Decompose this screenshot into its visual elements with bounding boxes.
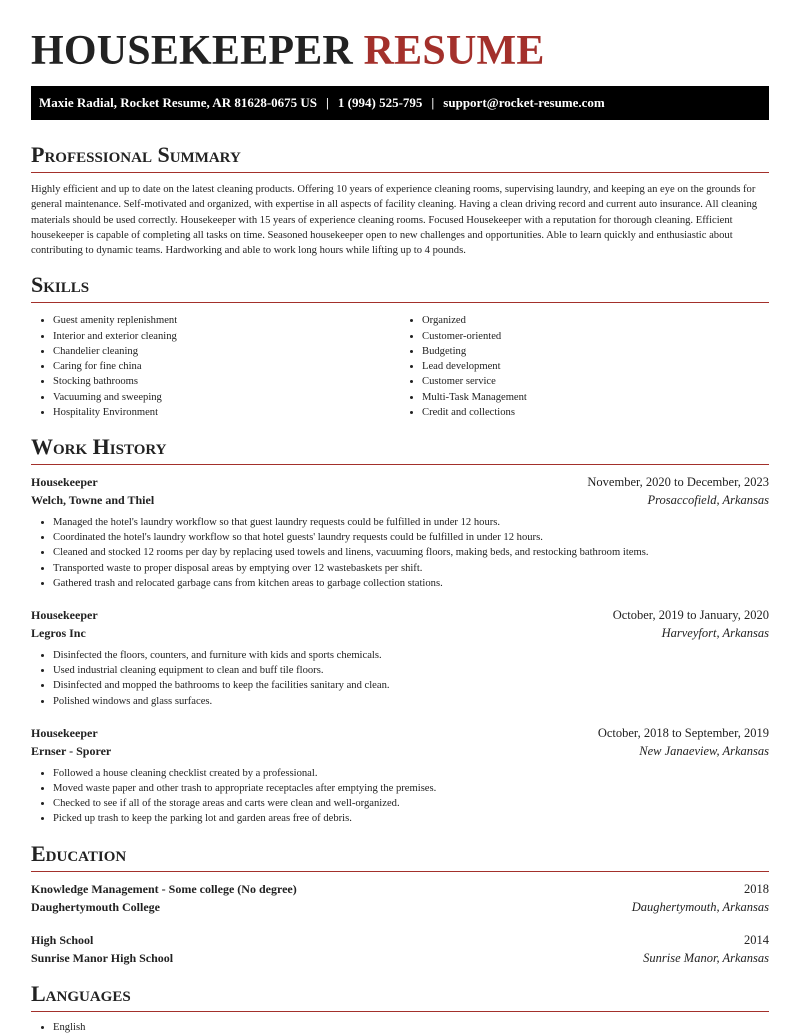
contact-address: Maxie Radial, Rocket Resume, AR 81628-0675 US	[39, 95, 318, 110]
languages-list	[31, 1020, 769, 1035]
work-history-heading: Work History	[31, 434, 769, 465]
work-history-list	[31, 473, 769, 827]
job-entry	[31, 724, 769, 827]
job-duties-list	[31, 766, 769, 827]
job-company-row	[31, 624, 769, 642]
job-duty-item: • Transported waste to proper disposal areas by emptying over 12 wastebaskets per shift.	[53, 561, 769, 576]
skill-item: • Caring for fine china	[53, 359, 400, 374]
job-location: Harveyfort, Arkansas	[661, 625, 769, 640]
job-duty-item: • Used industrial cleaning equipment to clean and buff tile floors.	[53, 663, 769, 678]
skill-item: • Stocking bathrooms	[53, 374, 400, 389]
title-word-resume: RESUME	[363, 28, 545, 74]
skills-heading: Skills	[31, 272, 769, 303]
contact-phone[interactable]: 1 (994) 525-795	[337, 95, 423, 110]
education-school-row	[31, 949, 769, 967]
job-entry	[31, 473, 769, 591]
title-word-housekeeper: HOUSEKEEPER	[31, 28, 353, 74]
education-school: Daughertymouth College	[31, 899, 160, 914]
job-company: Legros Inc	[31, 625, 86, 640]
job-header-row	[31, 473, 769, 491]
job-dates: November, 2020 to December, 2023	[587, 474, 769, 489]
education-degree-row	[31, 931, 769, 949]
job-header-row	[31, 724, 769, 742]
job-duty-item: • Moved waste paper and other trash to appropriate receptacles after emptying the premises.	[53, 781, 769, 796]
skill-item: • Guest amenity replenishment	[53, 313, 400, 328]
education-location: Daughertymouth, Arkansas	[631, 899, 769, 914]
education-school: Sunrise Manor High School	[31, 950, 174, 965]
job-location: Prosaccofield, Arkansas	[647, 492, 769, 507]
job-duty-item: • Gathered trash and relocated garbage cans from kitchen areas to garbage collection stations.	[53, 576, 769, 591]
skill-item: • Customer service	[422, 374, 769, 389]
contact-bar	[31, 86, 769, 120]
job-duties-list	[31, 515, 769, 591]
job-company-row	[31, 742, 769, 760]
skill-item: • Lead development	[422, 359, 769, 374]
summary-text: Highly efficient and up to date on the latest cleaning products. Offering 10 years of experience cleaning rooms, supervising laundry, and keeping an eye on the grounds for general maintenance. Self-motivated and organized, with expertise in all aspects of facility cleaning. Having a clean driving record and current auto insurance. All cleaning materials should be used correctly. Housekeeper with 15 years of experience cleaning rooms. Focused Housekeeper with a reputation for thorough cleaning. Efficient housekeeper is capable of completing all tasks on time. Seasoned housekeeper open to new challenges and opportunities. Able to learn quickly and enthusiastic about contributing to dynamic teams. Hardworking and able to work long hours while lifting up to 4 pounds.	[31, 184, 758, 257]
job-duty-item: • Disinfected the floors, counters, and furniture with kids and sports chemicals.	[53, 648, 769, 663]
skill-item: • Credit and collections	[422, 405, 769, 420]
contact-email[interactable]: support@rocket-resume.com	[443, 95, 605, 110]
job-title: Housekeeper	[31, 474, 98, 489]
contact-separator: |	[326, 95, 329, 110]
skill-item: • Vacuuming and sweeping	[53, 390, 400, 405]
education-degree: Knowledge Management - Some college (No degree)	[31, 881, 297, 896]
job-dates: October, 2018 to September, 2019	[597, 725, 769, 740]
skills-list	[31, 313, 769, 419]
education-list	[31, 880, 769, 967]
languages-heading: Languages	[31, 981, 769, 1012]
resume-title	[31, 0, 769, 78]
job-duty-item: • Checked to see if all of the storage areas and carts were clean and well-organized.	[53, 796, 769, 811]
skill-item: • Organized	[422, 313, 769, 328]
education-location: Sunrise Manor, Arkansas	[643, 950, 769, 965]
job-duty-item: • Cleaned and stocked 12 rooms per day by replacing used towels and linens, vacuuming floors, making beds, and restocking bathroom items.	[53, 545, 769, 560]
skill-item: • Interior and exterior cleaning	[53, 329, 400, 344]
job-duty-item: • Polished windows and glass surfaces.	[53, 694, 769, 709]
skills-column-left	[31, 313, 400, 419]
education-school-row	[31, 898, 769, 916]
education-year: 2018	[744, 881, 769, 896]
job-title: Housekeeper	[31, 607, 98, 622]
job-company: Welch, Towne and Thiel	[31, 492, 155, 507]
skill-item: • Customer-oriented	[422, 329, 769, 344]
education-degree: High School	[31, 932, 94, 947]
job-duty-item: • Managed the hotel's laundry workflow so that guest laundry requests could be fulfilled in under 12 hours.	[53, 515, 769, 530]
job-title: Housekeeper	[31, 725, 98, 740]
skill-item: • Hospitality Environment	[53, 405, 400, 420]
skill-item: • Chandelier cleaning	[53, 344, 400, 359]
education-year: 2014	[744, 932, 769, 947]
education-degree-row	[31, 880, 769, 898]
education-heading: Education	[31, 841, 769, 872]
job-duty-item: • Disinfected and mopped the bathrooms to keep the facilities sanitary and clean.	[53, 678, 769, 693]
job-company: Ernser - Sporer	[31, 743, 112, 758]
job-duty-item: • Picked up trash to keep the parking lot and garden areas free of debris.	[53, 811, 769, 826]
job-header-row	[31, 606, 769, 624]
job-entry	[31, 606, 769, 709]
contact-separator: |	[431, 95, 435, 110]
language-item: • English	[53, 1020, 769, 1035]
job-duty-item: • Followed a house cleaning checklist created by a professional.	[53, 766, 769, 781]
education-entry	[31, 880, 769, 916]
job-dates: October, 2019 to January, 2020	[612, 607, 769, 622]
job-location: New Janaeview, Arkansas	[639, 743, 769, 758]
education-entry	[31, 931, 769, 967]
skill-item: • Multi-Task Management	[422, 390, 769, 405]
summary-heading: Professional Summary	[31, 142, 769, 173]
job-company-row	[31, 491, 769, 509]
skills-column-right	[400, 313, 769, 419]
job-duties-list	[31, 648, 769, 709]
skill-item: • Budgeting	[422, 344, 769, 359]
job-duty-item: • Coordinated the hotel's laundry workflow so that hotel guests' laundry requests could be fulfilled in under 12 hours.	[53, 530, 769, 545]
